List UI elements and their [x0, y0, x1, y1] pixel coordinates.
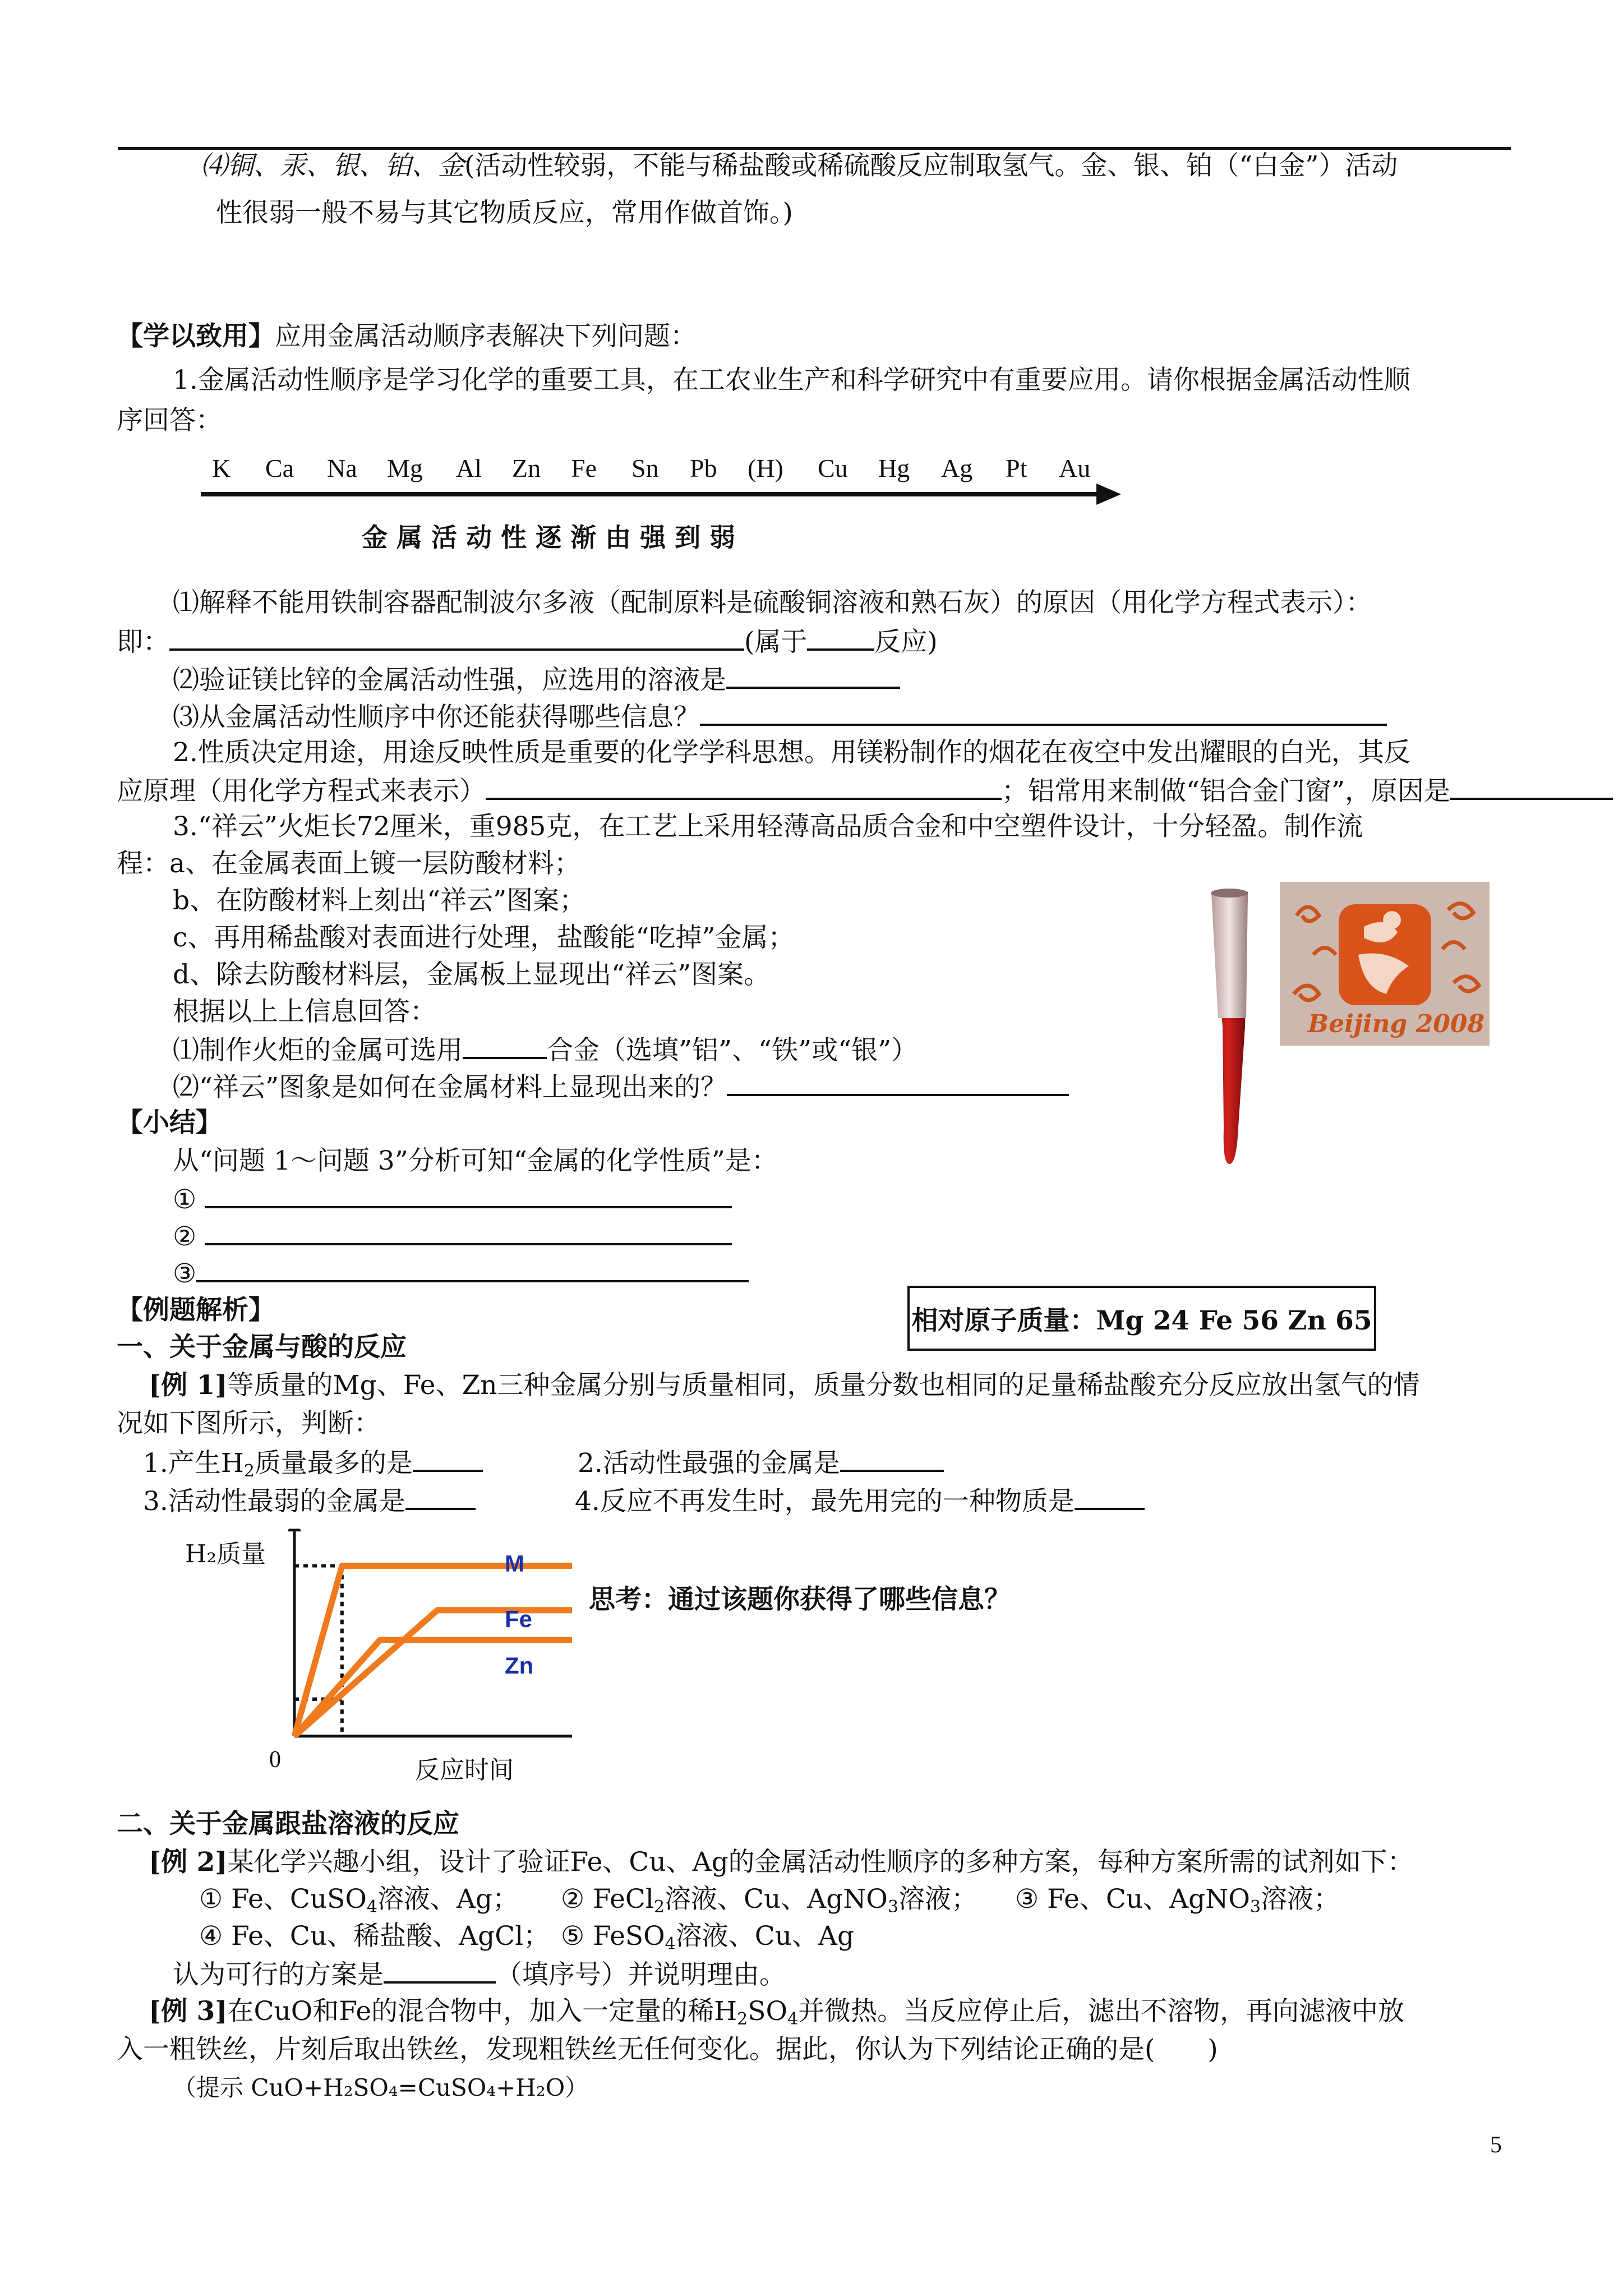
series-item: Mg — [387, 454, 423, 482]
summary-item-1: ① — [173, 1181, 732, 1217]
summary-text: 从“问题 1～问题 3”分析可知“金属的化学性质”是： — [173, 1145, 778, 1176]
blank-line[interactable] — [205, 1218, 732, 1245]
ex1-q2: 2.活动性最强的金属是 — [578, 1445, 944, 1480]
series-item: Ca — [265, 454, 294, 482]
series-arrow-line — [201, 492, 1101, 496]
q1-2: ⑵验证镁比锌的金属活动性强，应选用的溶液是 — [173, 662, 900, 697]
blank-line[interactable] — [384, 1957, 496, 1984]
ex2-option-4: ④ Fe、Cu、稀盐酸、AgCl； — [199, 1921, 550, 1952]
atomic-mass-box: 相对原子质量：Mg 24 Fe 56 Zn 65 — [907, 1286, 1376, 1351]
series-item: Zn — [512, 454, 541, 482]
y-axis-label: H₂质量 — [185, 1540, 266, 1568]
blank-line[interactable] — [169, 624, 744, 651]
q1-3: ⑶从金属活动性顺序中你还能获得哪些信息？ — [173, 699, 1387, 734]
blank-line[interactable] — [726, 662, 900, 689]
blank-line[interactable] — [1450, 773, 1613, 800]
series-item: Ag — [941, 454, 973, 482]
section1-title: 一、关于金属与酸的反应 — [117, 1332, 407, 1363]
blank-line[interactable] — [807, 624, 874, 651]
think-prompt: 思考：通过该题你获得了哪些信息？ — [589, 1584, 1011, 1615]
blank-line[interactable] — [405, 1483, 476, 1510]
ex2-ask: 认为可行的方案是 （填序号）并说明理由。 — [173, 1957, 786, 1992]
blank-line[interactable] — [727, 1069, 1069, 1096]
top-note-line2: 性很弱一般不易与其它物质反应，常用作做首饰。) — [216, 197, 793, 228]
q3-line2: 程：a、在金属表面上镀一层防酸材料； — [117, 848, 581, 879]
blank-line[interactable] — [486, 773, 1002, 800]
torch-image — [1206, 886, 1253, 1167]
q1-line1: 1.金属活动性顺序是学习化学的重要工具，在工农业生产和科学研究中有重要应用。请你根据金属活动性顺 — [173, 365, 1410, 395]
series-item: Pt — [1006, 454, 1027, 482]
q3-1: ⑴制作火炬的金属可选用 合金（选填”铝”、“铁”或“银”） — [173, 1032, 917, 1068]
series-label: M — [505, 1550, 524, 1577]
page-number: 5 — [1490, 2132, 1502, 2158]
blank-line[interactable] — [840, 1445, 944, 1472]
arrow-right-icon — [1096, 484, 1121, 505]
series-label: Zn — [505, 1652, 534, 1679]
logo-text: Beijing 2008 — [1308, 1010, 1485, 1038]
summary-item-3: ③ — [173, 1255, 749, 1291]
series-item: Sn — [631, 454, 659, 482]
q1-1-line2: 即： (属于 反应) — [117, 624, 938, 659]
series-item: Al — [456, 454, 482, 482]
ex3-line2: 入一粗铁丝，片刻后取出铁丝，发现粗铁丝无任何变化。据此，你认为下列结论正确的是( ) — [117, 2034, 1218, 2065]
q1-1-line1: ⑴解释不能用铁制容器配制波尔多液（配制原料是硫酸铜溶液和熟石灰）的原因（用化学方程式表示）： — [173, 587, 1372, 618]
blank-line[interactable] — [196, 1255, 749, 1282]
ex1-q4: 4.反应不再发生时，最先用完的一种物质是 — [575, 1483, 1145, 1519]
ex2-option-2: ② FeCl$_2$溶液、Cu、AgNO$_3$溶液； — [561, 1884, 978, 1917]
series-item: Fe — [571, 454, 597, 482]
x-axis-label: 反应时间 — [415, 1756, 514, 1784]
q2-line1: 2.性质决定用途，用途反映性质是重要的化学学科思想。用镁粉制作的烟花在夜空中发出耀眼的白光，其反 — [173, 737, 1410, 768]
series-item: K — [212, 454, 231, 482]
series-item: Au — [1059, 454, 1091, 482]
q3-basis: 根据以上上信息回答： — [173, 996, 436, 1027]
q3-c: c、再用稀盐酸对表面进行处理，盐酸能“吃掉”金属； — [173, 922, 795, 953]
series-item: (H) — [748, 454, 783, 482]
ex2-option-5: ⑤ FeSO$_4$溶液、Cu、Ag — [561, 1921, 855, 1954]
examples-heading: 【例题解析】 — [117, 1295, 275, 1326]
y-axis-arrow-icon — [288, 1529, 301, 1531]
series-item: Hg — [878, 454, 910, 482]
origin-label: 0 — [269, 1747, 281, 1773]
series-caption: 金 属 活 动 性 逐 渐 由 强 到 弱 — [362, 522, 736, 553]
ex1-q3: 3.活动性最弱的金属是 — [143, 1483, 476, 1519]
ex3-line1: [例 3]在CuO和Fe的混合物中，加入一定量的稀$H_2SO_4$并微热。当反应停止后，滤出不溶物，再向滤液中放 — [149, 1996, 1405, 2029]
blank-line[interactable] — [463, 1032, 547, 1059]
apply-heading: 【学以致用】应用金属活动顺序表解决下列问题： — [117, 321, 697, 352]
q1-line2: 序回答： — [117, 405, 222, 436]
summary-heading: 【小结】 — [117, 1107, 222, 1138]
series-line-mg — [294, 1566, 572, 1736]
top-note-line1: ⑷铜、汞、银、铂、金(活动性较弱，不能与稀盐酸或稀硫酸反应制取氢气。金、银、铂（“白金”）活动 — [201, 150, 1398, 181]
blank-line[interactable] — [1075, 1483, 1145, 1510]
ex2-line: [例 2]某化学兴趣小组，设计了验证Fe、Cu、Ag的金属活动性顺序的多种方案，每种方案所需的试剂如下： — [149, 1847, 1414, 1878]
ex3-hint: （提示 CuO+H₂SO₄=CuSO₄+H₂O） — [173, 2074, 589, 2101]
q2-line2: 应原理（用化学方程式来表示） ；铝常用来制做“铝合金门窗”，原因是 — [117, 773, 1613, 808]
ex1-q1: 1.产生$H_2$质量最多的是 — [143, 1445, 483, 1480]
section2-title: 二、关于金属跟盐溶液的反应 — [117, 1809, 459, 1839]
beijing-2008-logo-image — [1280, 882, 1490, 1046]
blank-line[interactable] — [413, 1445, 483, 1472]
h2-mass-chart — [168, 1529, 572, 1792]
series-item: Na — [327, 454, 357, 482]
q3-line1: 3.“祥云”火炬长72厘米，重985克，在工艺上采用轻薄高品质合金和中空塑件设计，十分轻盈。制作流 — [173, 811, 1363, 842]
ex2-option-3: ③ Fe、Cu、AgNO$_3$溶液； — [1015, 1884, 1340, 1917]
ex2-option-1: ① Fe、CuSO$_4$溶液、Ag； — [199, 1884, 519, 1917]
ex1-line2: 况如下图所示，判断： — [117, 1408, 380, 1439]
series-item: Pb — [690, 454, 717, 482]
blank-line[interactable] — [700, 699, 1387, 726]
q3-d: d、除去防酸材料层，金属板上显现出“祥云”图案。 — [173, 959, 771, 990]
summary-item-2: ② — [173, 1218, 732, 1254]
blank-line[interactable] — [205, 1181, 732, 1208]
series-label: Fe — [505, 1605, 533, 1632]
q3-2: ⑵“祥云”图象是如何在金属材料上显现出来的？ — [173, 1069, 1069, 1105]
q3-b: b、在防酸材料上刻出“祥云”图案； — [173, 885, 586, 916]
ex1-line1: [例 1]等质量的Mg、Fe、Zn三种金属分别与质量相同，质量分数也相同的足量稀盐酸充分反应放出氢气的情 — [149, 1370, 1420, 1401]
series-item: Cu — [818, 454, 848, 482]
